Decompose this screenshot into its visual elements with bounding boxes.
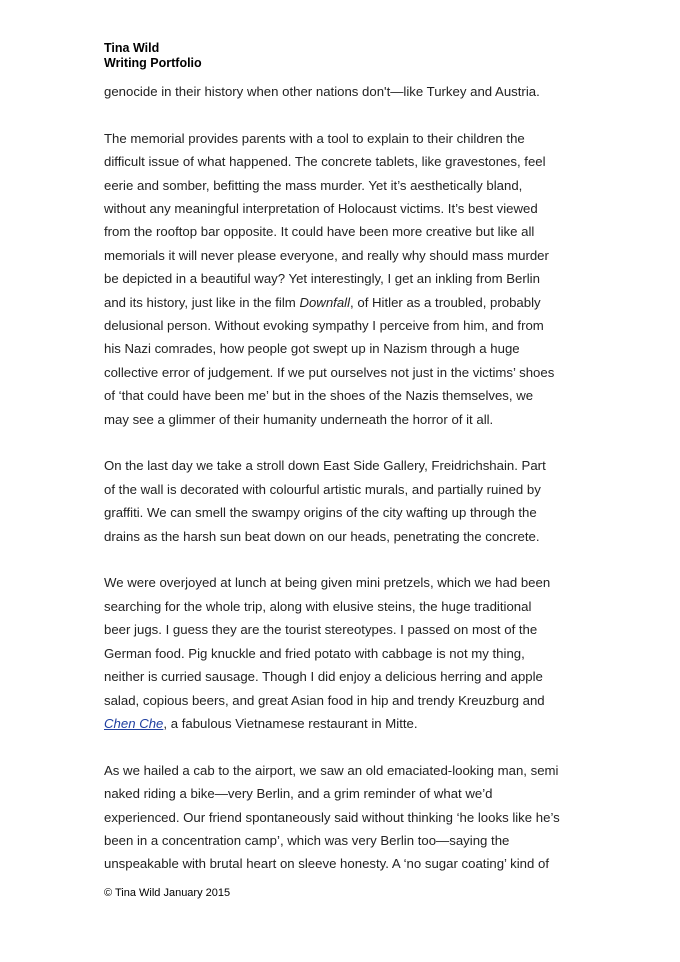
text-line: his Nazi comrades, how people got swept up in Nazism through a huge [104, 341, 520, 357]
portfolio-title: Writing Portfolio [104, 56, 202, 70]
text-line: without any meaningful interpretation of Holocaust victims. It’s best viewed [104, 201, 538, 217]
text-segment: , a fabulous Vietnamese restaurant in Mitte. [163, 715, 418, 731]
text-line: collective error of judgement. If we put ourselves not just in the victims’ shoes [104, 364, 555, 380]
text-line: of the wall is decorated with colourful artistic murals, and partially ruined by [104, 481, 541, 497]
paragraph-3 [104, 454, 594, 548]
text-line: genocide in their history when other nations don't—like Turkey and Austria. [104, 84, 540, 99]
paragraph-1 [104, 80, 594, 103]
text-line: salad, copious beers, and great Asian food in hip and trendy Kreuzburg and [104, 692, 545, 708]
page-header [104, 41, 202, 71]
text-segment: , of Hitler as a troubled, probably [350, 294, 541, 310]
text-line: memorials it will never please everyone, and really why should mass murder [104, 247, 549, 263]
paragraph-2 [104, 127, 594, 431]
text-line: beer jugs. I guess they are the tourist stereotypes. I passed on most of the [104, 622, 538, 638]
author-name: Tina Wild [104, 41, 160, 55]
text-line: German food. Pig knuckle and fried potato with cabbage is not my thing, [104, 645, 525, 661]
text-line: searching for the whole trip, along with elusive steins, the huge traditional [104, 598, 532, 614]
text-line: We were overjoyed at lunch at being given mini pretzels, which we had been [104, 575, 551, 591]
text-line: of ‘that could have been me’ but in the shoes of the Nazis themselves, we [104, 388, 534, 404]
text-line [104, 712, 594, 735]
film-title: Downfall [299, 294, 351, 310]
chen-che-link[interactable]: Chen Che [104, 715, 164, 731]
copyright-footer: © Tina Wild January 2015 [104, 887, 231, 899]
text-line: On the last day we take a stroll down East Side Gallery, Freidrichshain. Part [104, 458, 546, 474]
text-line [104, 291, 594, 314]
text-line: The memorial provides parents with a tool to explain to their children the [104, 130, 525, 146]
text-line: from the rooftop bar opposite. It could have been more creative but like all [104, 224, 535, 240]
text-line: naked riding a bike—very Berlin, and a grim reminder of what we’d [104, 786, 493, 802]
text-line: drains as the harsh sun beat down on our heads, penetrating the concrete. [104, 528, 540, 544]
paragraph-5 [104, 759, 594, 876]
text-line: neither is curried sausage. Though I did enjoy a delicious herring and apple [104, 669, 543, 685]
text-line: unspeakable with brutal heart on sleeve honesty. A ‘no sugar coating’ kind of [104, 856, 549, 872]
text-line: difficult issue of what happened. The concrete tablets, like gravestones, feel [104, 154, 546, 170]
text-line: eerie and somber, befitting the mass murder. Yet it’s aesthetically bland, [104, 177, 523, 193]
text-line: been in a concentration camp’, which was very Berlin too—saying the [104, 832, 510, 848]
text-line: delusional person. Without evoking sympathy I perceive from him, and from [104, 318, 544, 334]
text-line: may see a glimmer of their humanity underneath the horror of it all. [104, 411, 494, 427]
text-line: As we hailed a cab to the airport, we saw an old emaciated-looking man, semi [104, 762, 559, 778]
paragraph-4 [104, 571, 594, 735]
text-line: experienced. Our friend spontaneously said without thinking ‘he looks like he’s [104, 809, 560, 825]
text-line: be depicted in a beautiful way? Yet interestingly, I get an inkling from Berlin [104, 271, 540, 287]
text-segment: and its history, just like in the film [104, 294, 300, 310]
document-body [104, 80, 594, 899]
text-line: graffiti. We can smell the swampy origins of the city wafting up through the [104, 505, 537, 521]
